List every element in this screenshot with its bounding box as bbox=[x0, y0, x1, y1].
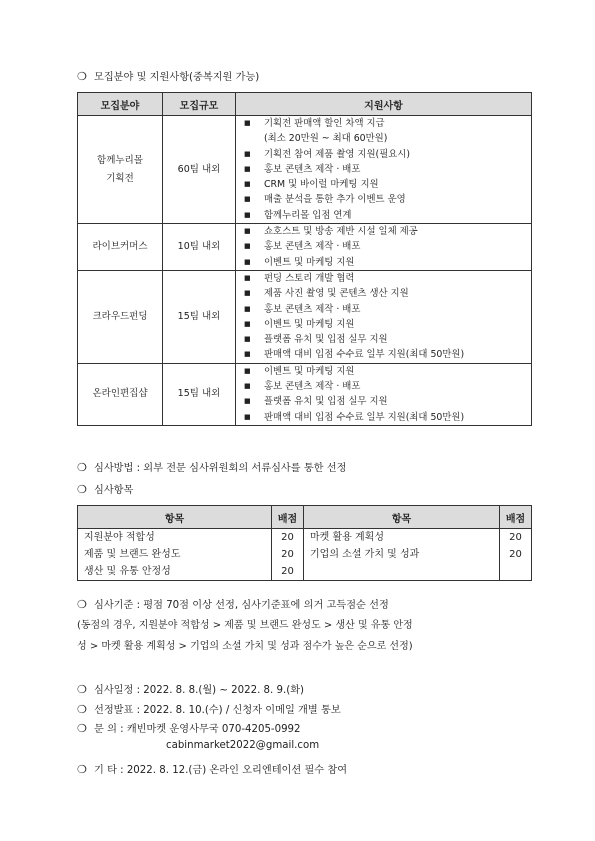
square-bullet-icon: ■ bbox=[244, 210, 251, 219]
circle-bullet-icon: ❍ bbox=[77, 483, 87, 496]
support-item bbox=[244, 208, 531, 223]
recruit-table-header bbox=[78, 93, 532, 116]
recruit-support bbox=[236, 116, 532, 224]
recruit-row bbox=[78, 116, 532, 224]
circle-bullet-icon: ❍ bbox=[77, 461, 87, 474]
support-text: 쇼호스트 및 방송 제반 시설 일체 제공 bbox=[264, 226, 418, 238]
review-item: 지원분야 적합성 bbox=[84, 532, 155, 543]
support-text: 플랫폼 유치 및 입점 실무 지원 bbox=[264, 396, 388, 408]
square-bullet-icon: ■ bbox=[244, 164, 251, 173]
support-text: CRM 및 바이럴 마케팅 지원 bbox=[264, 179, 379, 191]
review-item: 기업의 소셜 가치 및 성과 bbox=[310, 549, 420, 560]
support-text: 기획전 판매액 할인 차액 지급 bbox=[264, 118, 385, 129]
square-bullet-icon: ■ bbox=[244, 335, 251, 344]
support-item bbox=[244, 364, 531, 379]
recruit-scale: 15팀 내외 bbox=[163, 363, 236, 425]
header-item-right: 항목 bbox=[304, 506, 500, 529]
support-text: (최소 20만원 ~ 최대 60만원) bbox=[264, 133, 388, 145]
recruit-row bbox=[78, 270, 532, 363]
support-text: 함께누리몰 입점 연계 bbox=[264, 209, 352, 221]
support-item bbox=[244, 271, 531, 286]
support-text: 홍보 콘텐츠 제작 · 배포 bbox=[264, 381, 361, 393]
criteria-line-2: (동점의 경우, 지원분야 적합성 > 제품 및 브랜드 완성도 > 생산 및 유통 안정 bbox=[77, 620, 413, 631]
support-text: 홍보 콘텐츠 제작 · 배포 bbox=[264, 303, 361, 315]
schedule: ❍ 심사일정 : 2022. 8. 8.(월) ~ 2022. 8. 9.(화) bbox=[77, 683, 305, 696]
recruit-field bbox=[78, 224, 163, 271]
square-bullet-icon: ■ bbox=[244, 257, 251, 266]
review-method: ❍ 심사방법 : 외부 전문 심사위원회의 서류심사를 통한 선정 bbox=[77, 461, 347, 474]
announcement: ❍ 선정발표 : 2022. 8. 10.(수) / 신청자 이메일 개별 통보 bbox=[77, 703, 341, 716]
review-item: 제품 및 브랜드 완성도 bbox=[84, 549, 181, 560]
support-item bbox=[244, 410, 531, 425]
review-score: 20 bbox=[281, 549, 294, 560]
review-table-header bbox=[78, 506, 532, 529]
square-bullet-icon: ■ bbox=[244, 273, 251, 282]
criteria-line-3: 성 > 마켓 활용 계획성 > 기업의 소셜 가치 및 성과 점수가 높은 순으로 선정) bbox=[77, 641, 413, 652]
circle-bullet-icon: ❍ bbox=[77, 703, 87, 716]
recruit-support bbox=[236, 224, 532, 271]
etc: ❍ 기 타 : 2022. 8. 12.(금) 온라인 오리엔테이션 필수 참여 bbox=[77, 763, 348, 776]
support-text: 이벤트 및 마케팅 지원 bbox=[264, 365, 355, 377]
support-text: 이벤트 및 마케팅 지원 bbox=[264, 256, 355, 268]
contact: ❍ 문 의 : 캐빈마켓 운영사무국 070-4205-0992 bbox=[77, 722, 301, 735]
support-item bbox=[244, 192, 531, 207]
review-item: 마켓 활용 계획성 bbox=[310, 532, 384, 543]
square-bullet-icon: ■ bbox=[244, 412, 251, 421]
recruit-field bbox=[78, 116, 163, 224]
right-scores-cell bbox=[500, 529, 532, 581]
circle-bullet-icon: ❍ bbox=[77, 683, 87, 696]
circle-bullet-icon: ❍ bbox=[77, 763, 87, 776]
square-bullet-icon: ■ bbox=[244, 366, 251, 375]
support-text: 판매액 대비 입점 수수료 일부 지원(최대 50만원) bbox=[264, 349, 465, 361]
support-item bbox=[244, 116, 531, 131]
support-item bbox=[244, 394, 531, 409]
review-item: 생산 및 유통 안정성 bbox=[84, 566, 171, 577]
support-text: 펀딩 스토리 개발 협력 bbox=[264, 272, 355, 284]
circle-bullet-icon: ❍ bbox=[77, 598, 87, 611]
support-item bbox=[244, 286, 531, 301]
support-item bbox=[244, 379, 531, 394]
review-items-heading: ❍ 심사항목 bbox=[77, 483, 134, 496]
support-item bbox=[244, 317, 531, 332]
recruit-field-line: 라이브커머스 bbox=[92, 241, 148, 253]
recruit-scale: 60팀 내외 bbox=[163, 116, 236, 224]
header-field: 모집분야 bbox=[78, 93, 163, 116]
square-bullet-icon: ■ bbox=[244, 382, 251, 391]
recruit-field-line: 크라우드펀딩 bbox=[92, 310, 148, 322]
square-bullet-icon: ■ bbox=[244, 304, 251, 313]
header-scale: 모집규모 bbox=[163, 93, 236, 116]
circle-bullet-icon: ❍ bbox=[77, 722, 87, 735]
circle-bullet-icon: ❍ bbox=[77, 70, 87, 83]
review-score: 20 bbox=[281, 532, 294, 543]
recruit-scale: 10팀 내외 bbox=[163, 224, 236, 271]
support-item bbox=[244, 239, 531, 254]
recruit-field-line: 기획전 bbox=[106, 172, 134, 184]
review-score: 20 bbox=[509, 532, 522, 543]
square-bullet-icon: ■ bbox=[244, 242, 251, 251]
square-bullet-icon: ■ bbox=[244, 397, 251, 406]
review-items-row bbox=[78, 529, 532, 581]
review-items-table bbox=[77, 505, 532, 581]
support-item bbox=[244, 224, 531, 239]
recruit-scale: 15팀 내외 bbox=[163, 270, 236, 363]
support-item bbox=[244, 131, 531, 146]
square-bullet-icon: ■ bbox=[244, 319, 251, 328]
support-text: 매출 분석을 통한 추가 이벤트 운영 bbox=[264, 194, 406, 206]
recruit-heading: ❍ 모집분야 및 지원사항(중복지원 가능) bbox=[77, 70, 260, 83]
square-bullet-icon: ■ bbox=[244, 149, 251, 158]
recruit-row bbox=[78, 224, 532, 271]
square-bullet-icon: ■ bbox=[244, 350, 251, 359]
square-bullet-icon: ■ bbox=[244, 227, 251, 236]
support-text: 플랫폼 유치 및 입점 실무 지원 bbox=[264, 334, 388, 346]
recruit-support bbox=[236, 363, 532, 425]
support-text: 제품 사진 촬영 및 콘텐츠 생산 지원 bbox=[264, 288, 409, 300]
contact-email[interactable]: cabinmarket2022@gmail.com bbox=[166, 740, 320, 751]
support-text: 기획전 참여 제품 촬영 지원(필요시) bbox=[264, 148, 411, 160]
recruit-table bbox=[77, 92, 532, 426]
review-score: 20 bbox=[509, 549, 522, 560]
square-bullet-icon: ■ bbox=[244, 180, 251, 189]
criteria-line-1: ❍ 심사기준 : 평점 70점 이상 선정, 심사기준표에 의거 고득점순 선정 bbox=[77, 598, 389, 611]
support-text: 판매액 대비 입점 수수료 일부 지원(최대 50만원) bbox=[264, 411, 465, 423]
left-scores-cell bbox=[272, 529, 304, 581]
recruit-field-line: 함께누리몰 bbox=[97, 154, 143, 166]
right-items-cell bbox=[304, 529, 500, 581]
square-bullet-icon: ■ bbox=[244, 289, 251, 298]
square-bullet-icon: ■ bbox=[244, 195, 251, 204]
recruit-field bbox=[78, 270, 163, 363]
support-item bbox=[244, 332, 531, 347]
support-item bbox=[244, 347, 531, 362]
recruit-row bbox=[78, 363, 532, 425]
header-score-right: 배점 bbox=[500, 506, 532, 529]
support-text: 이벤트 및 마케팅 지원 bbox=[264, 318, 355, 330]
support-text: 홍보 콘텐츠 제작 · 배포 bbox=[264, 163, 361, 175]
support-item bbox=[244, 255, 531, 270]
support-item bbox=[244, 162, 531, 177]
support-text: 홍보 콘텐츠 제작 · 배포 bbox=[264, 241, 361, 253]
support-item bbox=[244, 177, 531, 192]
square-bullet-icon: ■ bbox=[244, 119, 251, 127]
recruit-field-line: 온라인편집샵 bbox=[92, 388, 148, 400]
left-items-cell bbox=[78, 529, 272, 581]
support-item bbox=[244, 147, 531, 162]
header-item-left: 항목 bbox=[78, 506, 272, 529]
review-score: 20 bbox=[281, 566, 294, 577]
support-item bbox=[244, 302, 531, 317]
header-score-left: 배점 bbox=[272, 506, 304, 529]
recruit-support bbox=[236, 270, 532, 363]
recruit-field bbox=[78, 363, 163, 425]
header-support: 지원사항 bbox=[236, 93, 532, 116]
